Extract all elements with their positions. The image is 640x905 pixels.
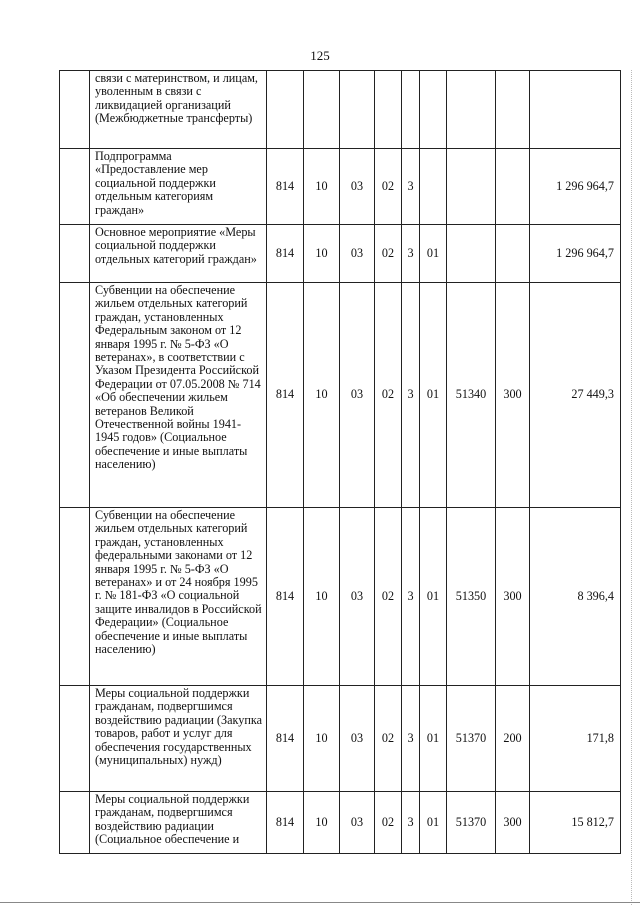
expense-type-code [496, 225, 530, 283]
measure-code [420, 149, 447, 225]
measure-code: 01 [420, 508, 447, 686]
subprogram-code: 3 [402, 225, 420, 283]
row-name: Меры социальной поддержки гражданам, подвергшимся воздействию радиации (Закупка товаров, работ и услуг для обеспечения государственных (муниципальных) нужд) [90, 686, 267, 792]
table-row [60, 508, 621, 686]
ministry-code: 814 [267, 792, 304, 854]
scan-bottom-edge [0, 902, 640, 903]
measure-code: 01 [420, 283, 447, 508]
subsection-code: 03 [340, 283, 375, 508]
section-code: 10 [304, 149, 340, 225]
program-code: 02 [375, 283, 402, 508]
empty-lead-cell [60, 686, 90, 792]
empty-lead-cell [60, 225, 90, 283]
table-row [60, 792, 621, 854]
target-code [447, 149, 496, 225]
subprogram-code: 3 [402, 792, 420, 854]
ministry-code: 814 [267, 149, 304, 225]
ministry-code: 814 [267, 283, 304, 508]
row-name: Меры социальной поддержки гражданам, подвергшимся воздействию радиации (Социальное обеспечение и [90, 792, 267, 854]
subsection-code: 03 [340, 149, 375, 225]
subsection-code: 03 [340, 225, 375, 283]
subsection-code: 03 [340, 792, 375, 854]
amount [530, 71, 621, 149]
measure-code: 01 [420, 686, 447, 792]
table-row [60, 225, 621, 283]
amount: 8 396,4 [530, 508, 621, 686]
ministry-code: 814 [267, 508, 304, 686]
row-name: Субвенции на обеспечение жильем отдельных категорий граждан, установленных федеральными законами от 12 января 1995 г. № 5-ФЗ «О ветеранах» и от 24 ноября 1995 г. № 181-ФЗ «О социальной защите инвалидов в Российской Федерации» (Социальное обеспечение и иные выплаты населению) [90, 508, 267, 686]
measure-code [420, 71, 447, 149]
table-body [60, 71, 621, 854]
table-row [60, 149, 621, 225]
program-code: 02 [375, 686, 402, 792]
amount: 27 449,3 [530, 283, 621, 508]
amount: 1 296 964,7 [530, 149, 621, 225]
program-code: 02 [375, 149, 402, 225]
amount: 15 812,7 [530, 792, 621, 854]
program-code: 02 [375, 508, 402, 686]
subprogram-code: 3 [402, 149, 420, 225]
target-code: 51370 [447, 686, 496, 792]
empty-lead-cell [60, 508, 90, 686]
budget-table [59, 70, 621, 854]
program-code: 02 [375, 792, 402, 854]
amount: 171,8 [530, 686, 621, 792]
section-code: 10 [304, 792, 340, 854]
table-row [60, 283, 621, 508]
subsection-code [340, 71, 375, 149]
table-row [60, 71, 621, 149]
expense-type-code: 300 [496, 792, 530, 854]
row-name: Подпрограмма «Предоставление мер социальной поддержки отдельным категориям граждан» [90, 149, 267, 225]
section-code: 10 [304, 508, 340, 686]
measure-code: 01 [420, 792, 447, 854]
section-code: 10 [304, 283, 340, 508]
empty-lead-cell [60, 71, 90, 149]
target-code: 51370 [447, 792, 496, 854]
subprogram-code: 3 [402, 686, 420, 792]
row-name: Субвенции на обеспечение жильем отдельных категорий граждан, установленных Федеральным законом от 12 января 1995 г. № 5-ФЗ «О ветеранах», в соответствии с Указом Президента Российской Федерации от 07.05.2008 № 714 «Об обеспечении жильем ветеранов Великой Отечественной войны 1941-1945 годов» (Социальное обеспечение и иные выплаты населению) [90, 283, 267, 508]
subprogram-code: 3 [402, 283, 420, 508]
expense-type-code: 300 [496, 283, 530, 508]
empty-lead-cell [60, 149, 90, 225]
section-code: 10 [304, 225, 340, 283]
row-name: Основное мероприятие «Меры социальной поддержки отдельных категорий граждан» [90, 225, 267, 283]
subsection-code: 03 [340, 508, 375, 686]
target-code [447, 71, 496, 149]
subsection-code: 03 [340, 686, 375, 792]
empty-lead-cell [60, 792, 90, 854]
empty-lead-cell [60, 283, 90, 508]
section-code: 10 [304, 686, 340, 792]
target-code: 51350 [447, 508, 496, 686]
expense-type-code: 300 [496, 508, 530, 686]
program-code [375, 71, 402, 149]
ministry-code [267, 71, 304, 149]
subprogram-code: 3 [402, 508, 420, 686]
program-code: 02 [375, 225, 402, 283]
amount: 1 296 964,7 [530, 225, 621, 283]
expense-type-code [496, 149, 530, 225]
section-code [304, 71, 340, 149]
target-code: 51340 [447, 283, 496, 508]
row-name: связи с материнством, и лицам, уволенным в связи с ликвидацией организаций (Межбюджетные трансферты) [90, 71, 267, 149]
page-number: 125 [310, 48, 330, 63]
ministry-code: 814 [267, 225, 304, 283]
subprogram-code [402, 71, 420, 149]
measure-code: 01 [420, 225, 447, 283]
expense-type-code: 200 [496, 686, 530, 792]
target-code [447, 225, 496, 283]
scan-margin-mark [631, 70, 636, 905]
ministry-code: 814 [267, 686, 304, 792]
table-row [60, 686, 621, 792]
expense-type-code [496, 71, 530, 149]
